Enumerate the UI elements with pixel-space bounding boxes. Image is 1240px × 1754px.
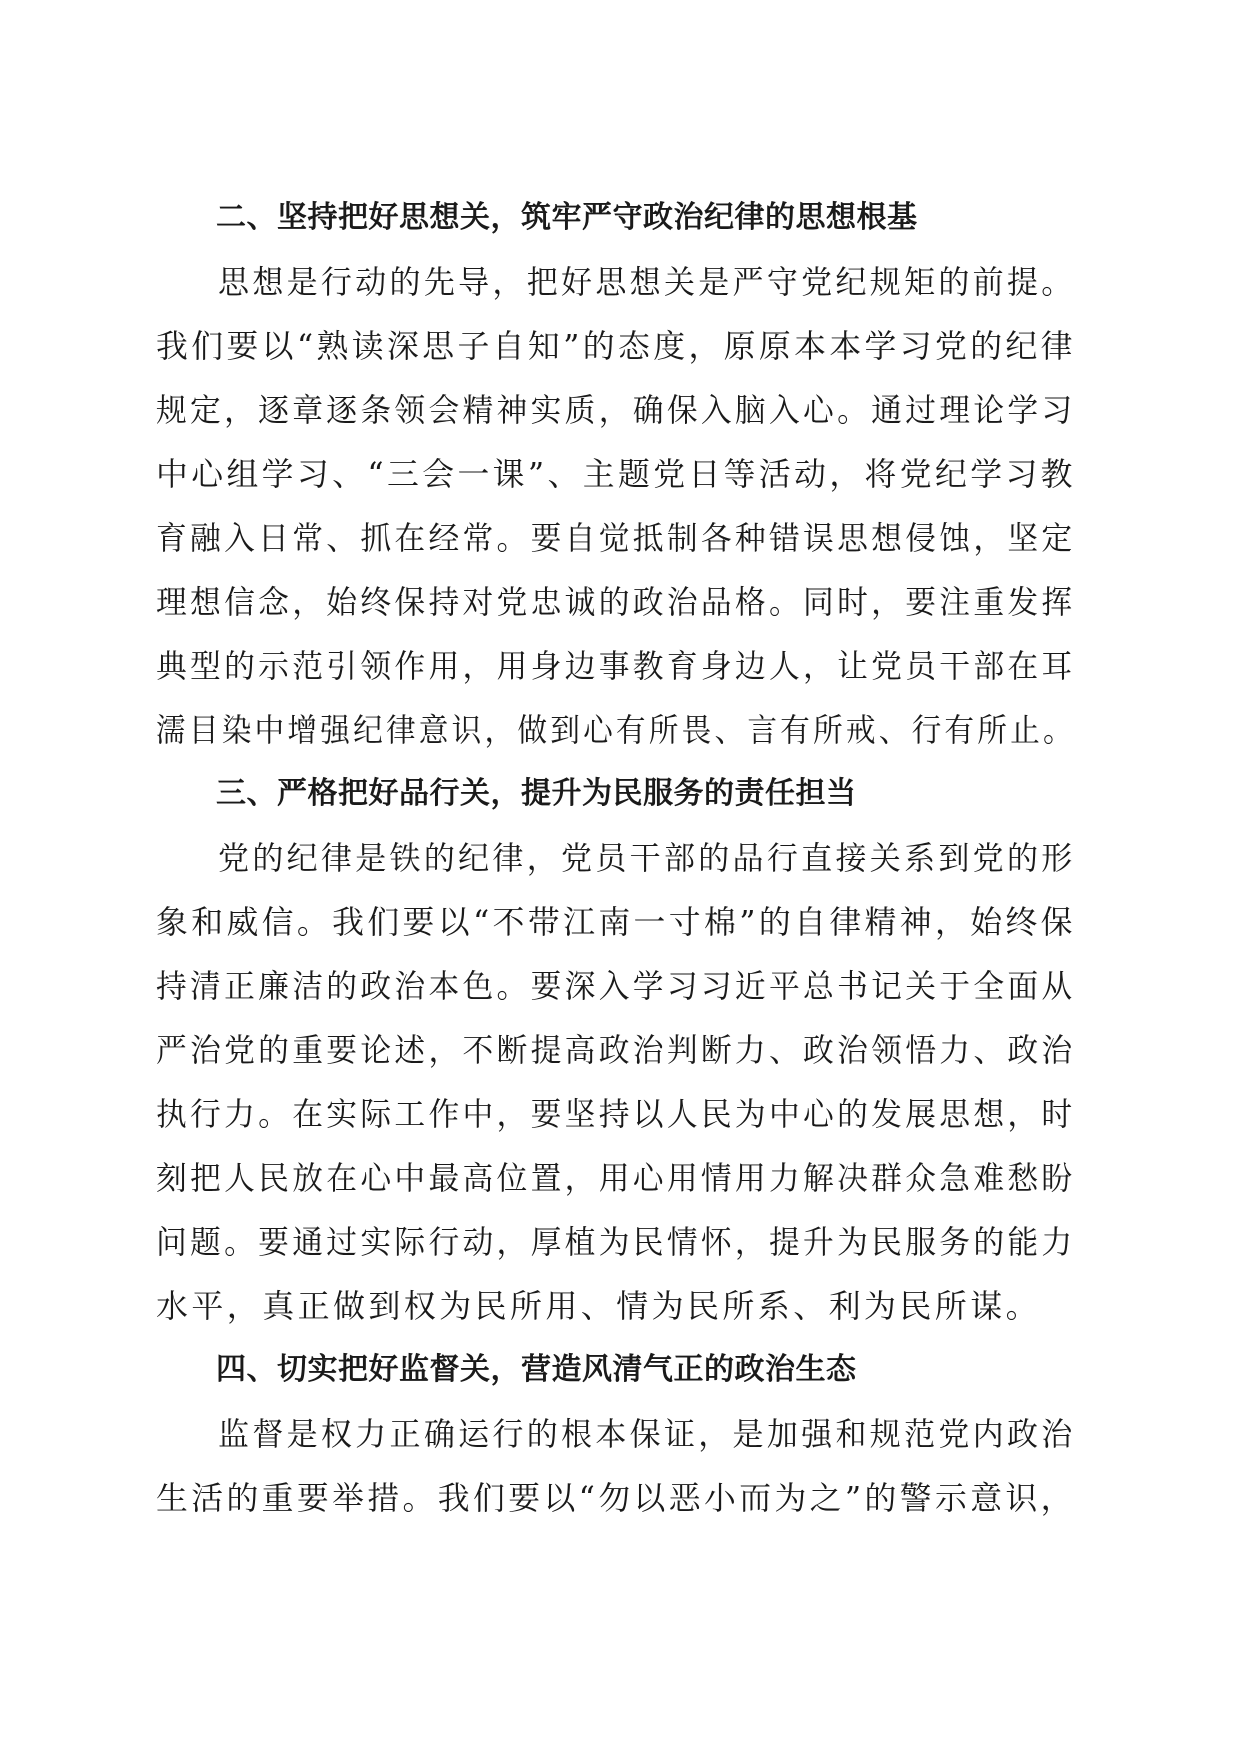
- text-line: 濡目染中增强纪律意识，做到心有所畏、言有所戒、行有所止。: [156, 711, 1076, 749]
- section-2: [156, 186, 1076, 762]
- section-4: [156, 1338, 1076, 1530]
- text-line: 育融入日常、抓在经常。要自觉抵制各种错误思想侵蚀，坚定: [156, 519, 1076, 557]
- text-line: 水平，真正做到权为民所用、情为民所系、利为民所谋。: [156, 1287, 1042, 1325]
- text-line: 党的纪律是铁的纪律，党员干部的品行直接关系到党的形: [218, 839, 1076, 877]
- section-heading: 三、严格把好品行关，提升为民服务的责任担当: [216, 776, 857, 811]
- section-paragraph: [156, 1402, 1076, 1530]
- section-heading: 四、切实把好监督关，营造风清气正的政治生态: [216, 1352, 857, 1387]
- text-line: 规定，逐章逐条领会精神实质，确保入脑入心。通过理论学习: [156, 391, 1076, 429]
- section-heading: 二、坚持把好思想关，筑牢严守政治纪律的思想根基: [216, 200, 918, 235]
- text-line: 执行力。在实际工作中，要坚持以人民为中心的发展思想，时: [156, 1095, 1076, 1133]
- text-line: 象和威信。我们要以“不带江南一寸棉”的自律精神，始终保: [156, 903, 1076, 941]
- text-line: 监督是权力正确运行的根本保证，是加强和规范党内政治: [218, 1415, 1076, 1453]
- text-line: 生活的重要举措。我们要以“勿以恶小而为之”的警示意识，: [156, 1479, 1076, 1517]
- text-line: 严治党的重要论述，不断提高政治判断力、政治领悟力、政治: [156, 1031, 1076, 1069]
- text-line: 思想是行动的先导，把好思想关是严守党纪规矩的前提。: [218, 263, 1076, 301]
- text-line: 理想信念，始终保持对党忠诚的政治品格。同时，要注重发挥: [156, 583, 1076, 621]
- section-paragraph: [156, 250, 1076, 762]
- section-3: [156, 762, 1076, 1338]
- text-line: 我们要以“熟读深思子自知”的态度，原原本本学习党的纪律: [156, 327, 1076, 365]
- text-line: 问题。要通过实际行动，厚植为民情怀，提升为民服务的能力: [156, 1223, 1076, 1261]
- text-line: 中心组学习、“三会一课”、主题党日等活动，将党纪学习教: [156, 455, 1076, 493]
- text-line: 持清正廉洁的政治本色。要深入学习习近平总书记关于全面从: [156, 967, 1076, 1005]
- text-line: 典型的示范引领作用，用身边事教育身边人，让党员干部在耳: [156, 647, 1076, 685]
- section-paragraph: [156, 826, 1076, 1338]
- document-body: [156, 186, 1076, 1530]
- text-line: 刻把人民放在心中最高位置，用心用情用力解决群众急难愁盼: [156, 1159, 1076, 1197]
